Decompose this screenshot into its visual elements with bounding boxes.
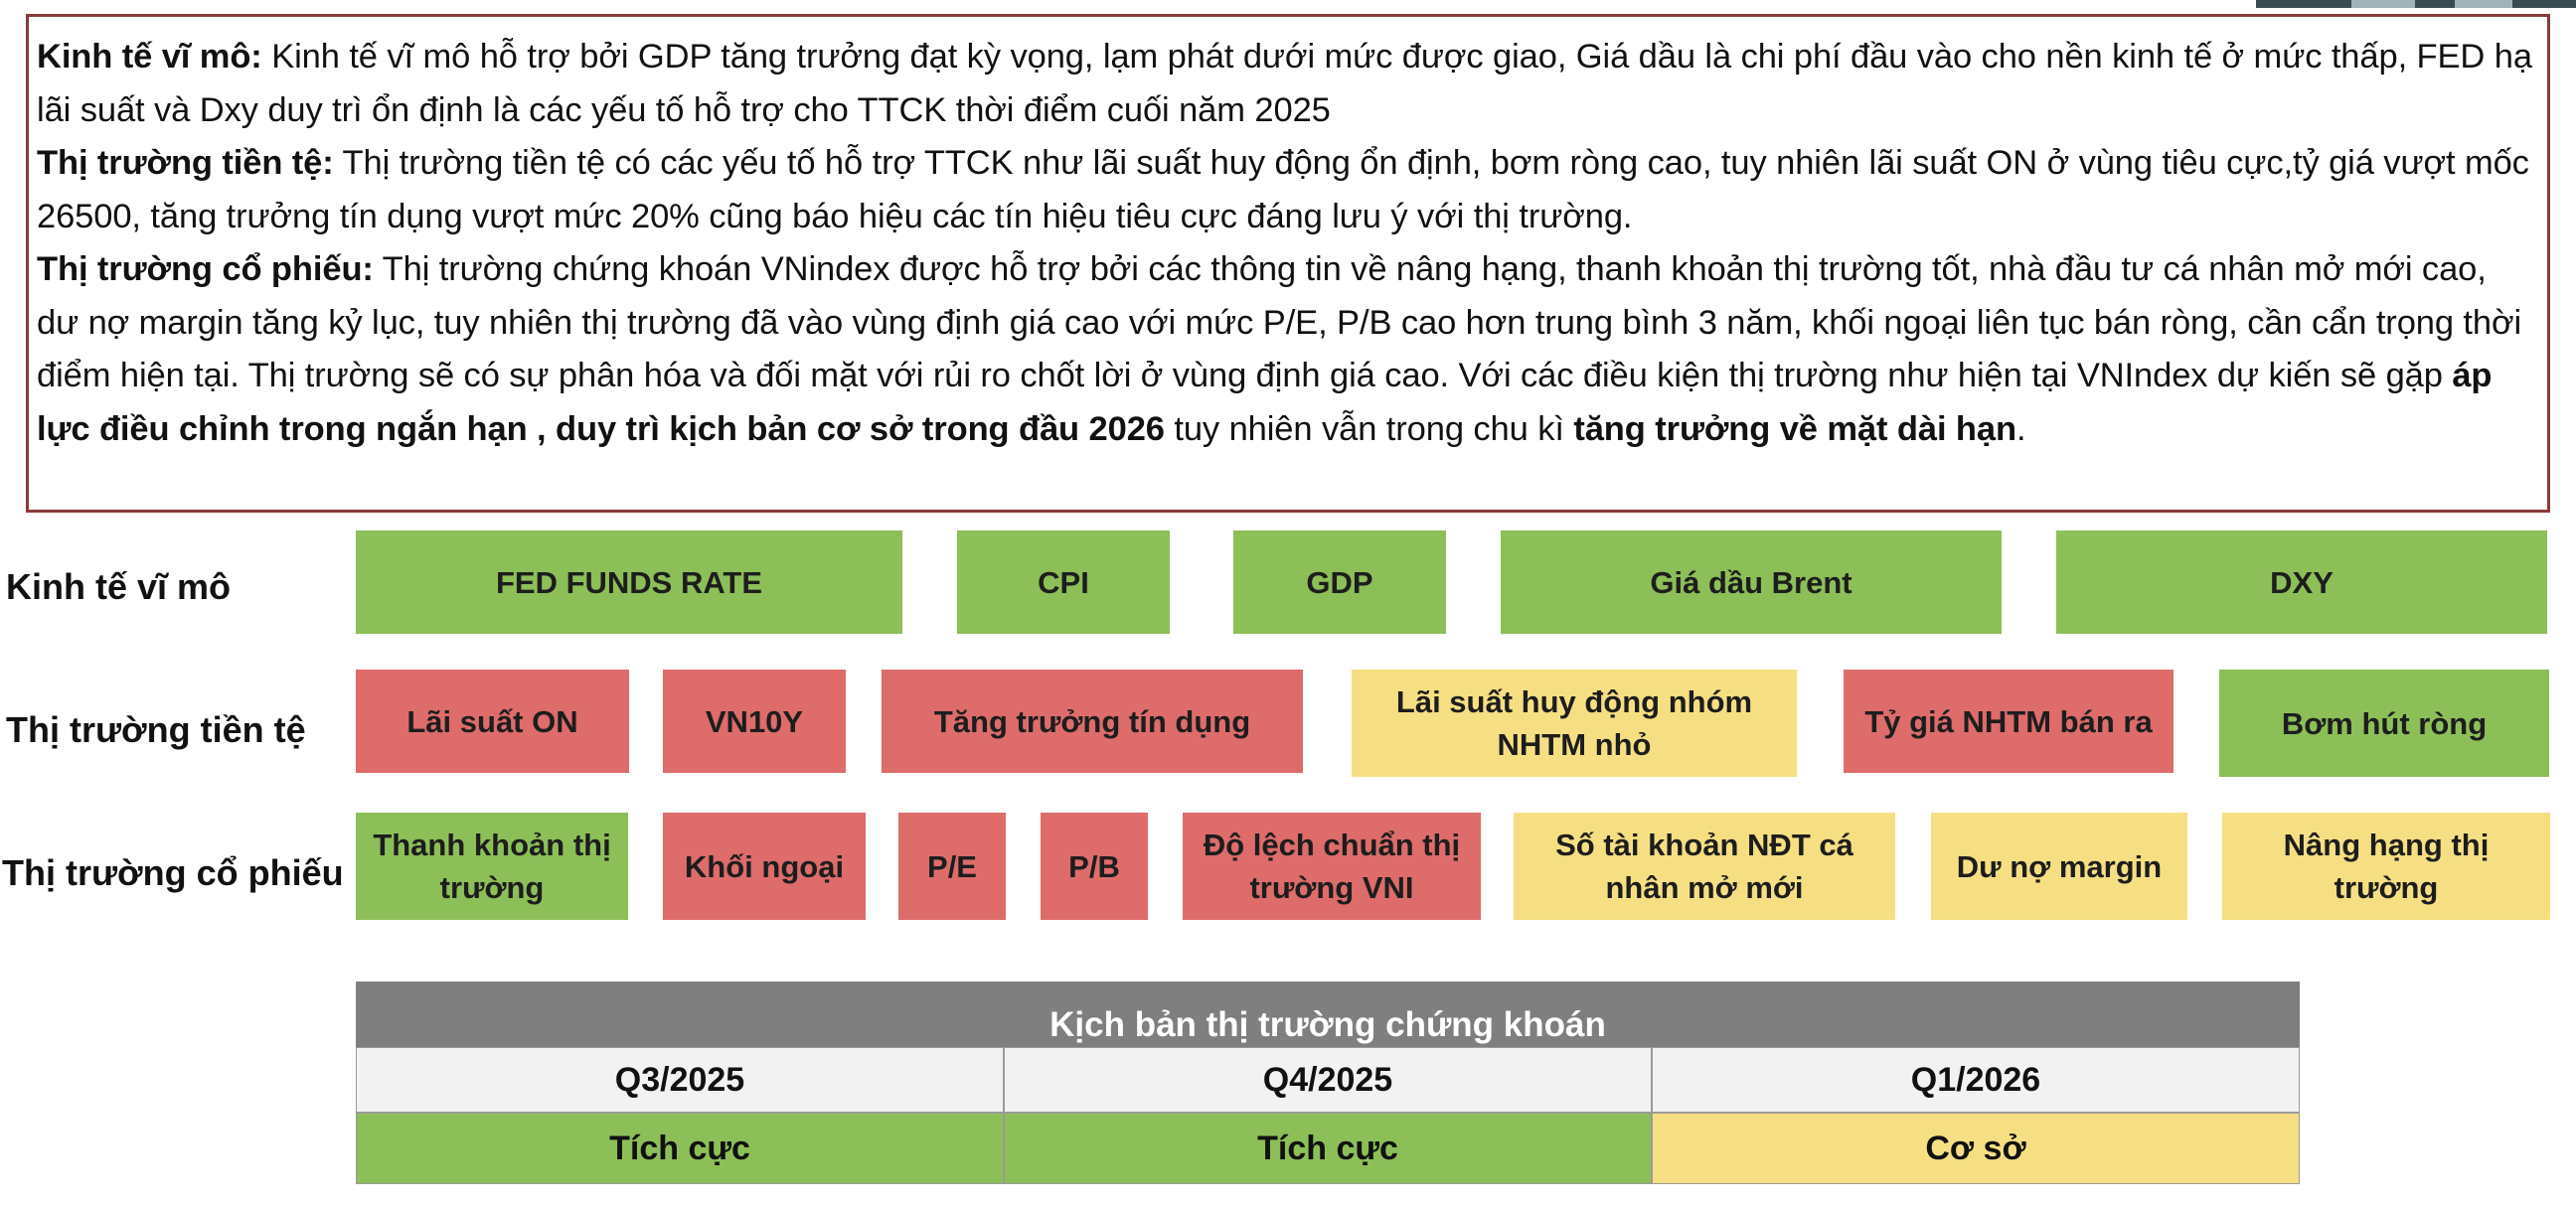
stock-text: Thị trường chứng khoán VNindex được hỗ trợ bởi các thông tin về nâng hạng, thanh khoản thị trường tốt, nhà đầu tư cá nhân mở mới cao, dư nợ margin tăng kỷ lục, tuy nhiên thị trường đã vào vùng định giá cao với mức P/E, P/B cao hơn trung bình 3 năm, khối ngoại liên tục bán ròng, cần cẩn trọng thời điểm hiện tại. Thị trường sẽ có sự phân hóa và đối mặt với rủi ro chốt lời ở vùng định giá cao. Với các điều kiện thị trường như hiện tại VNIndex dự kiến sẽ gặp <box>37 250 2522 394</box>
money-heading: Thị trường tiền tệ: <box>37 144 334 182</box>
macro-paragraph <box>37 31 2537 137</box>
stock-heading: Thị trường cổ phiếu: <box>37 250 374 288</box>
indicator-foreign-investors: Khối ngoại <box>663 813 866 920</box>
overlay-chip <box>2455 0 2512 8</box>
scenario-table-title: Kịch bản thị trường chứng khoán <box>356 982 2300 1047</box>
indicator-vni-std-deviation: Độ lệch chuẩn thị trường VNI <box>1183 813 1481 920</box>
money-text: Thị trường tiền tệ có các yếu tố hỗ trợ TTCK như lãi suất huy động ổn định, bơm ròng cao, tuy nhiên lãi suất ON ở vùng tiêu cực,tỷ giá vượt mốc 26500, tăng trưởng tín dụng vượt mức 20% cũng báo hiệu các tín hiệu tiêu cực đáng lưu ý với thị trường. <box>37 144 2529 235</box>
indicator-fed-funds-rate: FED FUNDS RATE <box>356 530 902 634</box>
indicator-gdp: GDP <box>1233 530 1446 634</box>
row-label-stock-market: Thị trường cổ phiếu <box>2 852 344 893</box>
indicator-new-retail-accounts: Số tài khoản NĐT cá nhân mở mới <box>1514 813 1895 920</box>
money-paragraph <box>37 137 2537 243</box>
row-label-money-market: Thị trường tiền tệ <box>6 709 306 750</box>
scenario-outcome-q4-2025: Tích cực <box>1004 1113 1652 1184</box>
market-summary-box <box>26 14 2550 513</box>
indicator-pe: P/E <box>898 813 1006 920</box>
macro-text: Kinh tế vĩ mô hỗ trợ bởi GDP tăng trưởng đạt kỳ vọng, lạm phát dưới mức được giao, Giá dầu là chi phí đầu vào cho nền kinh tế ở mức thấp, FED hạ lãi suất và Dxy duy trì ổn định là các yếu tố hỗ trợ cho TTCK thời điểm cuối năm 2025 <box>37 38 2532 129</box>
stock-text-3: . <box>2015 409 2026 448</box>
scenario-outcome-q1-2026: Cơ sở <box>1652 1113 2300 1184</box>
scenario-quarter-q1-2026: Q1/2026 <box>1652 1047 2300 1113</box>
stock-bold-longterm: tăng trưởng về mặt dài hạn <box>1573 409 2016 448</box>
scenario-quarter-q3-2025: Q3/2025 <box>356 1047 1004 1113</box>
overlay-chip <box>2351 0 2415 8</box>
indicator-vn10y: VN10Y <box>663 670 846 773</box>
scenario-outcome-q3-2025: Tích cực <box>356 1113 1004 1184</box>
stock-paragraph <box>37 243 2537 456</box>
indicator-on-rate: Lãi suất ON <box>356 670 629 773</box>
indicator-bank-fx-rate: Tỷ giá NHTM bán ra <box>1844 670 2174 773</box>
indicator-net-injection: Bơm hút ròng <box>2219 670 2549 777</box>
macro-heading: Kinh tế vĩ mô: <box>37 38 262 76</box>
scenario-quarter-q4-2025: Q4/2025 <box>1004 1047 1652 1113</box>
indicator-brent-oil: Giá dầu Brent <box>1501 530 2002 634</box>
indicator-deposit-rate-small-banks: Lãi suất huy động nhóm NHTM nhỏ <box>1352 670 1797 777</box>
indicator-market-liquidity: Thanh khoản thị trường <box>356 813 628 920</box>
stock-bold-forecast: áp lực điều chỉnh trong ngắn hạn , duy trì kịch bản cơ sở trong đầu 2026 <box>37 357 2493 448</box>
indicator-margin-debt: Dư nợ margin <box>1931 813 2187 920</box>
stock-text-2: tuy nhiên vẫn trong chu kì <box>1164 409 1574 448</box>
indicator-credit-growth: Tăng trưởng tín dụng <box>882 670 1303 773</box>
video-overlay-bar <box>2256 0 2576 8</box>
indicator-dxy: DXY <box>2056 530 2547 634</box>
indicator-pb: P/B <box>1041 813 1148 920</box>
indicator-cpi: CPI <box>957 530 1170 634</box>
indicator-market-upgrade: Nâng hạng thị trường <box>2222 813 2550 920</box>
row-label-macro: Kinh tế vĩ mô <box>6 566 232 607</box>
